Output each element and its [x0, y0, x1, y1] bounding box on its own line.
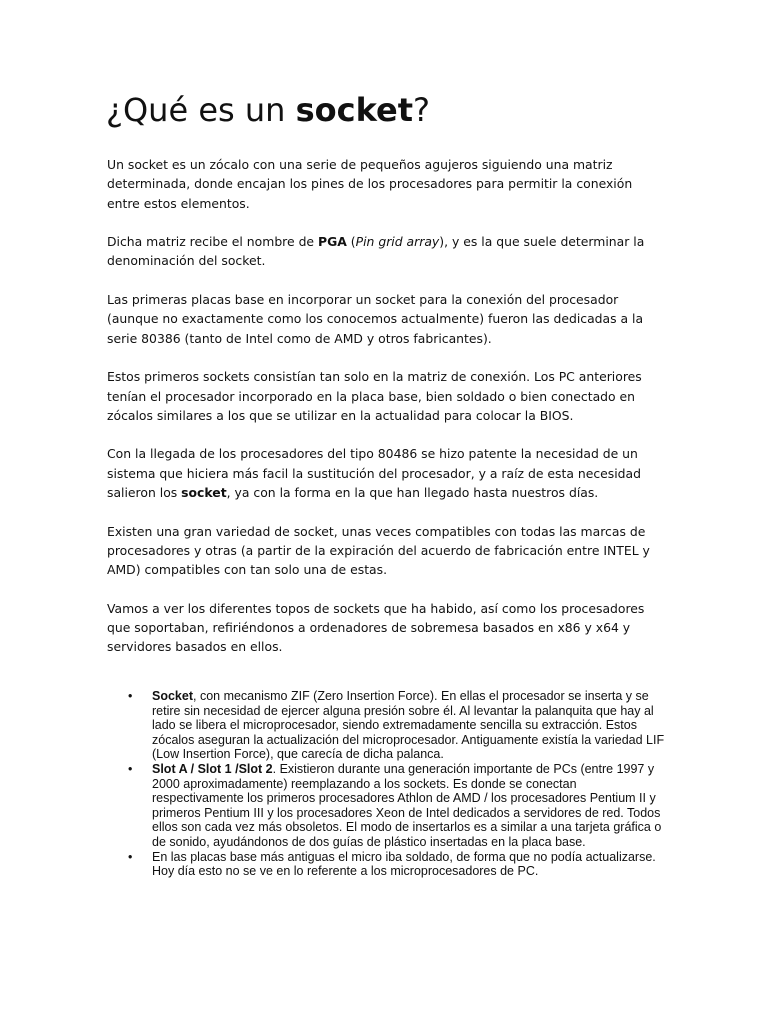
- paragraph-pga-rest: ), y es la que suele determinar la denominación del socket.: [107, 234, 645, 269]
- bullet-icon: •: [128, 689, 133, 703]
- list-item-soldered: [128, 850, 668, 879]
- paragraph-80486: [107, 444, 662, 502]
- list-item-socket-text: , con mecanismo ZIF (Zero Insertion Force). En ellas el procesador se inserta y se retire sin necesidad de ejercer alguna presión sobre él. Al levantar la palanquita que hay al lado se libera el microprocesador, siendo extremadamente sencilla su extracción. Estos zócalos aseguran la actualización del microprocesador. Antiguamente existía la variedad LIF (Low Insertion Force), que carecía de dicha palanca.: [152, 689, 665, 762]
- title-keyword: socket: [295, 91, 413, 129]
- body-text: [107, 155, 662, 676]
- paragraph-pga-paren: (: [346, 234, 356, 250]
- paragraph-variety: Existen una gran variedad de socket, unas veces compatibles con todas las marcas de procesadores y otras (a partir de la expiración del acuerdo de fabricación entre INTEL y AMD) compatibles con tan solo una de estas.: [107, 523, 650, 578]
- paragraph-first-boards: Las primeras placas base en incorporar un socket para la conexión del procesador (aunque no exactamente como los conocemos actualmente) fueron las dedicadas a la serie 80386 (tanto de Intel como de AMD y otros fabricantes).: [107, 292, 644, 346]
- paragraph-pga: [107, 232, 662, 271]
- pga-expansion: Pin grid array: [355, 234, 440, 250]
- socket-term: socket: [181, 485, 227, 501]
- list-item-slot: [128, 762, 668, 850]
- bullet-icon: •: [128, 761, 133, 776]
- title-suffix: ?: [413, 91, 430, 129]
- paragraph-pga-text: Dicha matriz recibe el nombre de: [107, 234, 318, 250]
- list-item-soldered-text: En las placas base más antiguas el micro iba soldado, de forma que no podía actualizarse. Hoy día esto no se ve en lo referente a los microprocesadores de PC.: [152, 849, 656, 879]
- list-item-socket-title: Socket: [152, 689, 193, 703]
- paragraph-first-sockets: Estos primeros sockets consistían tan solo en la matriz de conexión. Los PC anteriores tenían el procesador incorporado en la placa base, bien soldado o bien conectado en zócalos similares a los que se utilizar en la actualidad para colocar la BIOS.: [107, 369, 642, 423]
- bullet-icon: •: [128, 849, 133, 864]
- paragraph-definition: Un socket es un zócalo con una serie de pequeños agujeros siguiendo una matriz determinada, donde encajan los pines de los procesadores para permitir la conexión entre estos elementos.: [107, 157, 633, 211]
- list-item-socket: [128, 689, 668, 762]
- paragraph-overview: Vamos a ver los diferentes topos de sockets que ha habido, así como los procesadores que soportaban, refiriéndonos a ordenadores de sobremesa basados en x86 y x64 y servidores basados en ellos.: [107, 600, 645, 655]
- page-title: [106, 88, 430, 132]
- paragraph-80486-rest: , ya con la forma en la que han llegado hasta nuestros días.: [226, 485, 599, 501]
- title-prefix: ¿Qué es un: [106, 91, 296, 129]
- paragraph-80486-text: Con la llegada de los procesadores del tipo 80486 se hizo patente la necesidad de un sistema que hiciera más facil la sustitución del procesador, y a raíz de esta necesidad salieron los: [107, 446, 641, 501]
- pga-term: PGA: [318, 234, 347, 250]
- list-item-slot-title: Slot A / Slot 1 /Slot 2: [152, 761, 273, 776]
- list-item-slot-text: . Existieron durante una generación importante de PCs (entre 1997 y 2000 aproximadamente) reemplazando a los sockets. Es donde se conectan respectivamente los primeros procesadores Athlon de AMD / los procesadores Pentium II y primeros Pentium III y los procesadores Xeon de Intel dedicados a servidores de red. Todos ellos son cada vez más obsoletos. El modo de insertarlos es a similar a una tarjeta gráfica o de sonido, ayudándonos de dos guías de plástico insertadas en la placa base.: [152, 761, 662, 849]
- socket-types-list: [128, 689, 668, 879]
